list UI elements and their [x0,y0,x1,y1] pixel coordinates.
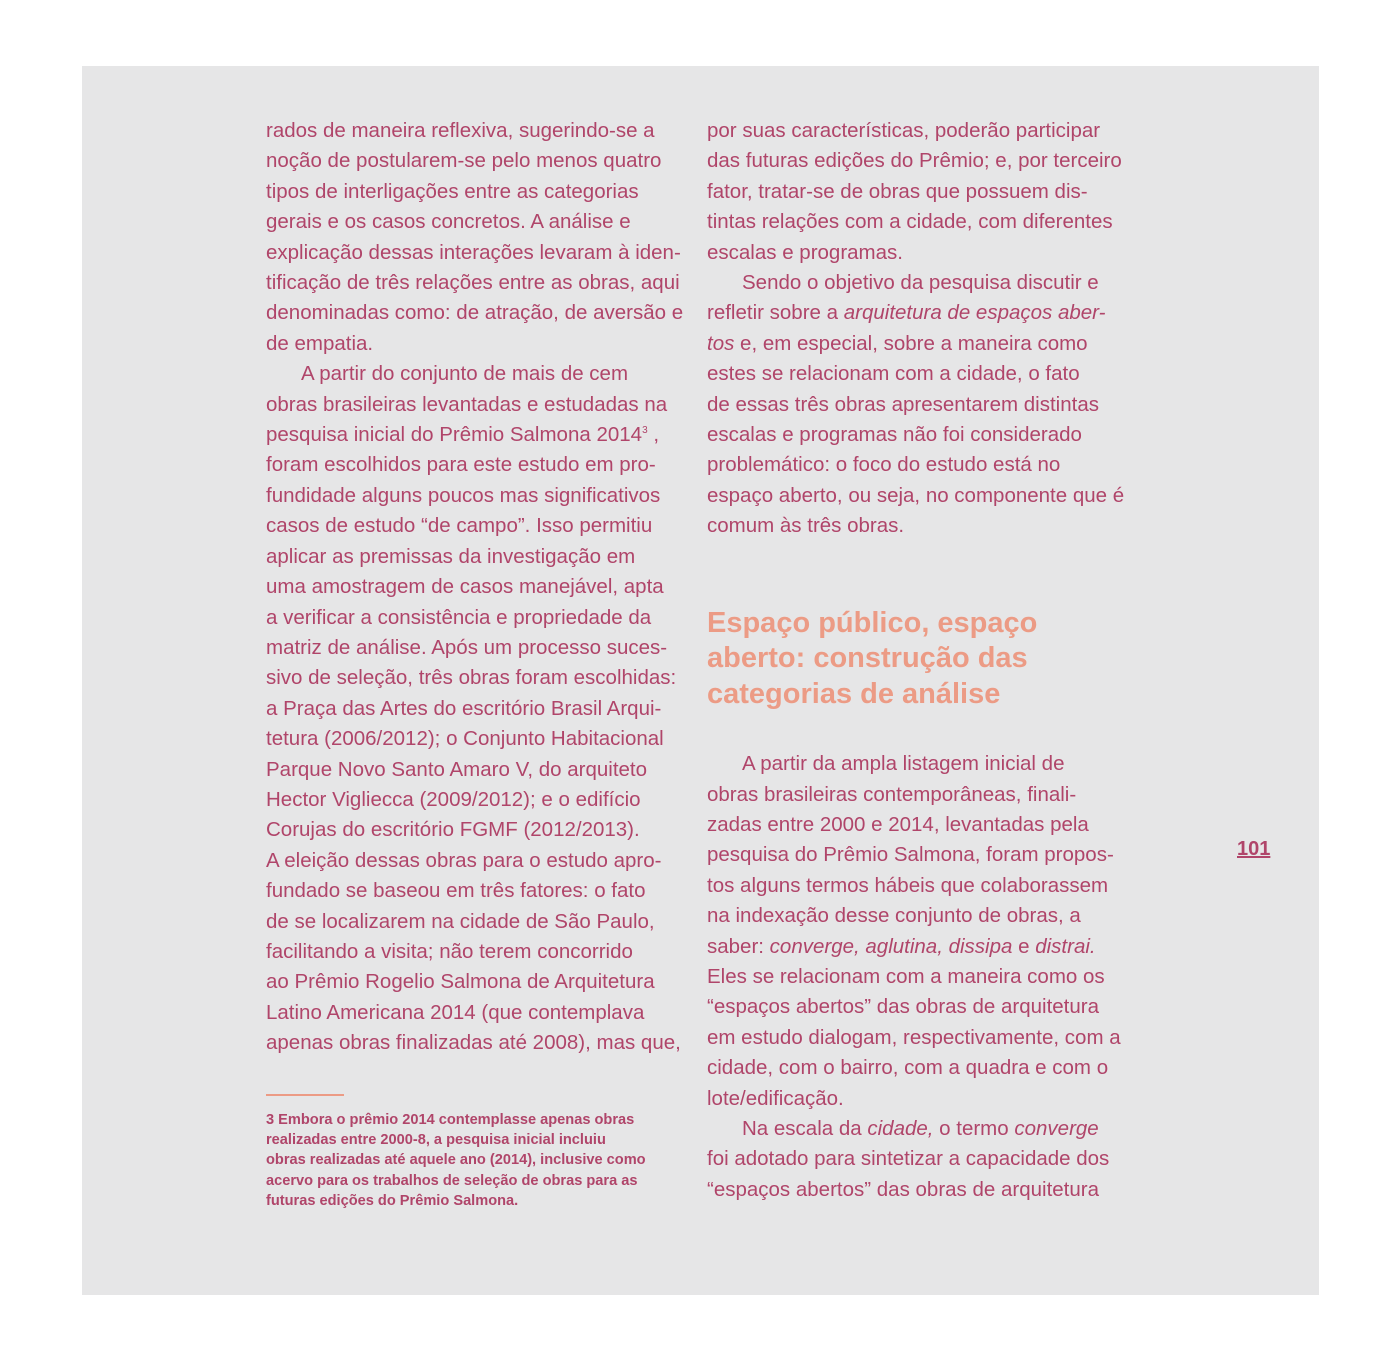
right-column [707,116,1127,1205]
footnote-divider [266,1094,344,1096]
text-line: das futuras edições do Prêmio; e, por terceiro [707,149,1122,173]
text-segment: saber: [707,934,770,958]
footnote-line: futuras edições do Prêmio Salmona. [266,1192,519,1209]
text-line: foi adotado para sintetizar a capacidade dos [707,1147,1110,1171]
text-line: “espaços abertos” das obras de arquitetura [707,995,1100,1019]
text-line: de empatia. [266,331,374,355]
footnote-line: realizadas entre 2000-8, a pesquisa inicial incluiu [266,1132,606,1149]
text-segment: pesquisa inicial do Prêmio Salmona 2014 [266,423,643,447]
text-line: de essas três obras apresentarem distintas [707,392,1099,416]
text-line: tificação de três relações entre as obras, aqui [266,271,680,295]
text-line: tipos de interligações entre as categorias [266,179,639,203]
text-line: lote/edificação. [707,1086,844,1110]
italic-term: converge [1014,1117,1099,1141]
footnote [266,1110,696,1211]
text-line: fundidade alguns poucos mas significativos [266,483,661,507]
text-line: Latino Americana 2014 (que contemplava [266,1000,645,1024]
text-line: tos alguns termos hábeis que colaborassem [707,873,1109,897]
text-line: A eleição dessas obras para o estudo apro- [266,848,662,872]
text-line: sivo de seleção, três obras foram escolhidas: [266,666,677,690]
text-line: casos de estudo “de campo”. Isso permitiu [266,514,653,538]
text-line: de se localizarem na cidade de São Paulo, [266,909,655,933]
text-line: matriz de análise. Após um processo suces- [266,635,668,659]
text-line: estes se relacionam com a cidade, o fato [707,362,1080,386]
paragraph-start-line [707,1114,1127,1144]
text-line: a Praça das Artes do escritório Brasil Arqui- [266,696,662,720]
footnote-line: 3 Embora o prêmio 2014 contemplasse apenas obras [266,1112,635,1128]
text-line: tintas relações com a cidade, com diferentes [707,210,1113,234]
heading-line: categorias de análise [707,677,1001,710]
footnote-line: obras realizadas até aquele ano (2014), inclusive como [266,1152,646,1169]
text-line: cidade, com o bairro, com a quadra e com o [707,1056,1109,1080]
text-line: aplicar as premissas da investigação em [266,544,636,568]
text-line: em estudo dialogam, respectivamente, com a [707,1025,1121,1049]
heading-line: Espaço público, espaço [707,606,1038,639]
text-line: fundado se baseou em três fatores: o fato [266,879,646,903]
text-line: denominadas como: de atração, de aversão e [266,301,684,325]
text-line: gerais e os casos concretos. A análise e [266,210,631,234]
italic-term: converge, aglutina, dissipa [769,934,1013,958]
italic-term: distrai. [1035,934,1096,958]
text-line: foram escolhidos para este estudo em pro- [266,453,656,477]
text-line: comum às três obras. [707,514,905,538]
text-line: escalas e programas não foi considerado [707,423,1082,447]
text-line: “espaços abertos” das obras de arquitetura [707,1177,1100,1201]
text-segment: Na escala da [742,1117,868,1141]
paragraph-start-line: Sendo o objetivo da pesquisa discutir e [742,271,1099,295]
text-line: problemático: o foco do estudo está no [707,453,1061,477]
text-line: noção de postularem-se pelo menos quatro [266,149,662,173]
text-line: Corujas do escritório FGMF (2012/2013). [266,818,640,842]
text-line: explicação dessas interações levaram à iden- [266,240,681,264]
text-line: Eles se relacionam com a maneira como os [707,965,1105,989]
heading-line: aberto: construção das [707,642,1028,675]
text-line: por suas características, poderão participar [707,119,1101,142]
text-line: zadas entre 2000 e 2014, levantadas pela [707,813,1089,836]
left-column [266,116,684,1059]
page-number: 101 [1237,838,1271,860]
text-line [707,298,1127,328]
page [82,66,1319,1295]
text-line: na indexação desse conjunto de obras, a [707,904,1081,928]
text-line: uma amostragem de casos manejável, apta [266,575,664,599]
text-line: pesquisa do Prêmio Salmona, foram propos- [707,843,1114,867]
text-line: Parque Novo Santo Amaro V, do arquiteto [266,757,648,781]
text-line: obras brasileiras levantadas e estudadas na [266,392,668,416]
text-segment: e, em especial, sobre a maneira como [734,331,1088,355]
text-segment: e [1012,934,1036,958]
text-line-with-footnote [266,420,684,450]
italic-term: tos [707,331,735,355]
text-line: Hector Vigliecca (2009/2012); e o edifício [266,787,641,811]
paragraph-start-line: A partir da ampla listagem inicial de [742,752,1065,776]
italic-term: cidade, [867,1117,934,1141]
text-line: escalas e programas. [707,240,903,264]
text-segment: , [653,423,660,447]
text-line: facilitando a visita; não terem concorrido [266,939,633,963]
text-line: tetura (2006/2012); o Conjunto Habitacional [266,727,664,751]
text-line: obras brasileiras contemporâneas, finali- [707,782,1077,806]
italic-term: arquitetura de espaços aber- [843,301,1106,325]
text-line: rados de maneira reflexiva, sugerindo-se a [266,119,655,142]
footnote-line: acervo para os trabalhos de seleção de obras para as [266,1172,638,1189]
text-line [707,329,1127,359]
text-line [707,932,1127,962]
text-segment: o termo [933,1117,1015,1141]
footnote-reference: 3 [642,425,648,437]
paragraph-start-line: A partir do conjunto de mais de cem [301,362,629,386]
text-segment: refletir sobre a [707,301,844,325]
text-line: fator, tratar-se de obras que possuem dis- [707,179,1088,203]
text-line: espaço aberto, ou seja, no componente que é [707,483,1125,507]
text-line: a verificar a consistência e propriedade da [266,605,652,629]
text-line: apenas obras finalizadas até 2008), mas que, [266,1031,681,1055]
text-line: ao Prêmio Rogelio Salmona de Arquitetura [266,970,655,994]
section-heading [707,606,1127,713]
